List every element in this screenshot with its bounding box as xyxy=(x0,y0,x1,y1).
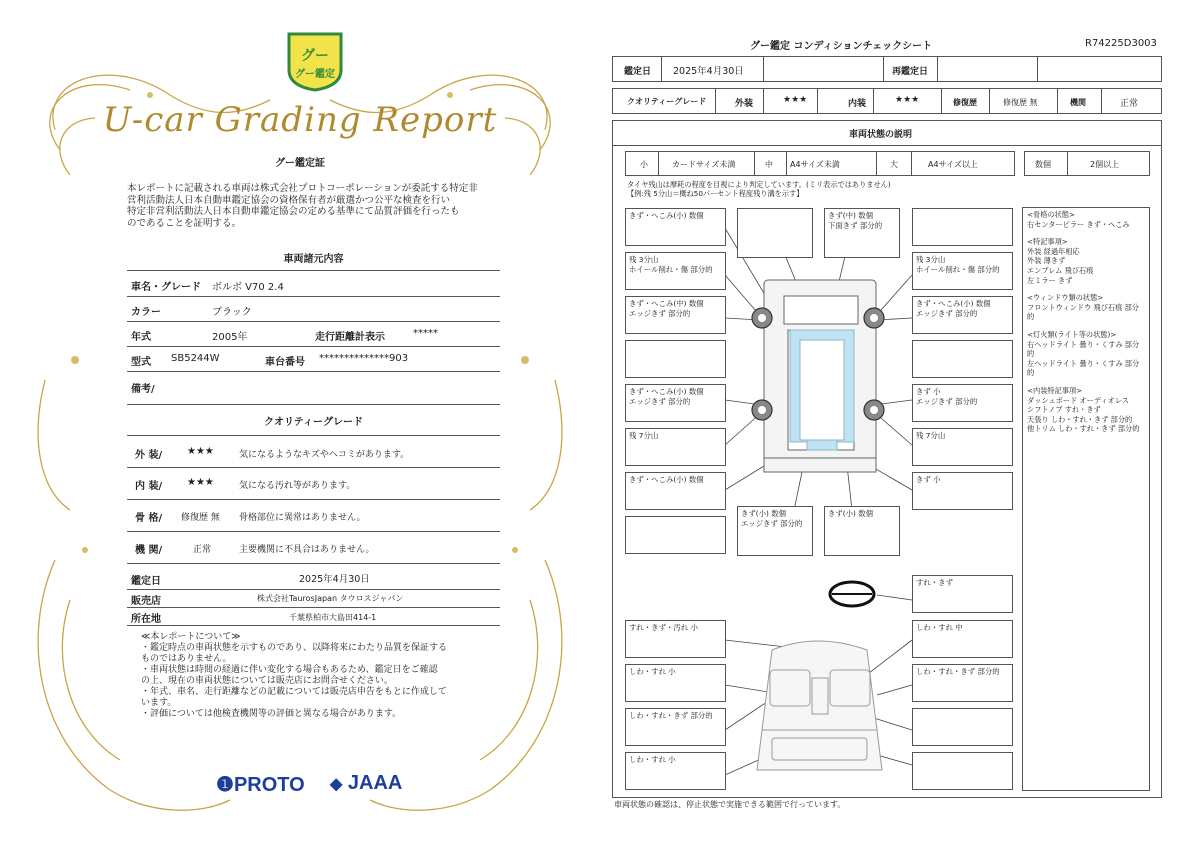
sheet-exterior-label: 外装 xyxy=(735,99,754,109)
sheet-quality-label: クオリティーグレード xyxy=(627,97,707,106)
color-value: ブラック xyxy=(212,307,252,318)
jaaa-logo: ◆ JAAA xyxy=(330,772,403,794)
damage-box-right-pillar xyxy=(912,340,1013,378)
damage-box-rear-left-lower xyxy=(625,516,726,554)
damage-box-rear-right: きず 小 xyxy=(912,472,1013,510)
damage-box-bumper-rear: きず(小) 数個 エッジきず 部分的 xyxy=(737,506,813,556)
vehicle-name-label: 車名・グレード xyxy=(131,282,201,293)
damage-box-left-pillar xyxy=(625,340,726,378)
sheet-repair-label: 修復歴 xyxy=(953,98,977,107)
grade-engine-comment: 主要機関に不具合はありません。 xyxy=(239,545,375,555)
quality-grade-title: クオリティーグレード xyxy=(264,417,363,428)
grade-exterior-comment: 気になるようなキズやヘコミがあります。 xyxy=(239,450,410,460)
sheet-date-value: 2025年4月30日 xyxy=(673,66,744,77)
model-label: 型式 xyxy=(131,357,151,368)
damage-box-rear-left: きず・へこみ(小) 数個 xyxy=(625,472,726,510)
size-small-desc: カードサイズ未満 xyxy=(672,160,736,169)
grade-interior-value: ★★★ xyxy=(187,477,214,488)
svg-text:グー: グー xyxy=(301,48,329,64)
grade-frame-label: 骨 格/ xyxy=(135,513,163,524)
certificate-intro: 本レポートに記載される車両は株式会社プロトコーポレーションが委託する特定非 営利活動法人日本自動車鑑定協会の資格保有者が厳選かつ公平な検査を行い 特定非営利活動法人日本自動車鑑定協会の定める基準にて品質評価を行ったも のであることを証明する。 xyxy=(127,183,478,229)
vehicle-name-value: ボルボ V70 2.4 xyxy=(212,282,284,293)
damage-box-front-lower: きず(中) 数個 下面きず 部分的 xyxy=(824,208,900,258)
sheet-footer-note: 車両状態の確認は、停止状態で実施できる範囲で行っています。 xyxy=(614,800,846,809)
size-large-desc: A4サイズ以上 xyxy=(928,160,978,169)
mileage-label: 走行距離計表示 xyxy=(315,332,385,343)
size-large: 大 xyxy=(890,160,898,169)
remarks-label: 備考/ xyxy=(131,384,155,395)
proto-logo: ❶PROTO xyxy=(216,774,305,796)
grade-interior-comment: 気になる汚れ等があります。 xyxy=(239,481,356,491)
damage-box-tire-front-left: 残 3分山 ホイール削れ・傷 部分的 xyxy=(625,252,726,290)
size-mid: 中 xyxy=(765,160,773,169)
sheet-interior-label: 内装 xyxy=(848,99,867,109)
color-label: カラー xyxy=(131,307,161,318)
sheet-engine-label: 機関 xyxy=(1070,98,1086,107)
damage-box-right-door-rear: きず 小 エッジきず 部分的 xyxy=(912,384,1013,422)
report-title: U-car Grading Report xyxy=(102,100,498,140)
interior-box-door-trim-left: しわ・すれ・きず 部分的 xyxy=(625,708,726,746)
appraisal-date-label: 鑑定日 xyxy=(131,576,161,587)
year-value: 2005年 xyxy=(212,332,248,343)
year-label: 年式 xyxy=(131,332,151,343)
damage-box-left-door-rear: きず・へこみ(小) 数個 エッジきず 部分的 xyxy=(625,384,726,422)
sheet-title: グー鑑定 コンディションチェックシート xyxy=(750,41,933,52)
spec-section-title: 車両諸元内容 xyxy=(283,254,344,265)
sheet-repair-value: 修復歴 無 xyxy=(1003,98,1038,107)
sheet-date-label: 鑑定日 xyxy=(624,67,652,77)
grade-frame-value: 修復歴 無 xyxy=(181,513,220,523)
steering-wheel-box: すれ・きず xyxy=(912,575,1013,613)
tire-note-1: タイヤ残山は摩耗の程度を目視により判定しています。(ミリ表示ではありません) xyxy=(627,180,891,189)
notes-title: ≪本レポートについて≫ xyxy=(141,632,241,642)
count-label: 数個 xyxy=(1035,160,1051,169)
reappraisal-label: 再鑑定日 xyxy=(892,67,929,77)
report-notes: ≪本レポートについて≫ ・鑑定時点の車両状態を示すものであり、以降将来にわたり品質を保証する ものではありません。 ・車両状態は時間の経過に伴い変化する場合もあるため、鑑定日をご確認 の上、現在の車両状態については販売店にお問合せください。 ・年式、車名、走行距離などの記載については販売店申告をもとに作成して います。 ・評価については他検査機関等の評価と異なる場合があります。 xyxy=(141,632,496,720)
grade-exterior-value: ★★★ xyxy=(187,446,214,457)
interior-box-rear-seat-right xyxy=(912,752,1013,790)
damage-box-rear-lower: きず(小) 数個 xyxy=(824,506,900,556)
damage-box-front-right xyxy=(912,208,1013,246)
sheet-engine-value: 正常 xyxy=(1120,99,1139,109)
location-label: 所在地 xyxy=(131,614,161,625)
interior-box-headliner: しわ・すれ 中 xyxy=(912,620,1013,658)
damage-box-tire-front-right: 残 3分山 ホイール削れ・傷 部分的 xyxy=(912,252,1013,290)
grade-frame-comment: 骨格部位に異常はありません。 xyxy=(239,513,366,523)
certificate-subtitle: グー鑑定証 xyxy=(275,158,325,169)
damage-box-bumper-front xyxy=(737,208,813,258)
location-value: 千葉県柏市大島田414-1 xyxy=(289,613,377,622)
grade-engine-value: 正常 xyxy=(193,545,212,555)
grade-exterior-label: 外 装/ xyxy=(135,450,163,461)
condition-summary-panel: <骨格の状態> 右センターピラー きず・へこみ <特記事項> 外装 経過年相応 外装 薄きず エンブレム 飛び石痕 左ミラー きず <ウィンドウ類の状態> フロントウィンドウ 飛び石痕 部分的 <灯火類(ライト等の状態)> 右ヘッドライト 曇り・くすみ 部分的 左ヘッドライト 曇り・くすみ 部分的 <内装特記事項> ダッシュボード オーディオレス シフトノブ すれ・きず 天張り しわ・すれ・きず 部分的 他トリム しわ・すれ・きず 部分的 xyxy=(1022,207,1150,791)
mileage-value: ***** xyxy=(413,328,438,339)
appraisal-date-value: 2025年4月30日 xyxy=(299,574,370,585)
size-mid-desc: A4サイズ未満 xyxy=(790,160,840,169)
tire-note-2: 【例:残 5分山＝概ね50パーセント程度残り溝を示す】 xyxy=(627,189,804,198)
damage-box-left-door-front: きず・へこみ(中) 数個 エッジきず 部分的 xyxy=(625,296,726,334)
count-desc: 2個以上 xyxy=(1090,160,1120,169)
damage-box-front-left: きず・へこみ(小) 数個 xyxy=(625,208,726,246)
grade-engine-label: 機 関/ xyxy=(135,545,163,556)
interior-box-front-seat-left: しわ・すれ 小 xyxy=(625,664,726,702)
sheet-exterior-value: ★★★ xyxy=(783,95,808,105)
interior-box-rear-seat-left: しわ・すれ 小 xyxy=(625,752,726,790)
report-id: R74225D3003 xyxy=(1085,38,1157,49)
chassis-label: 車台番号 xyxy=(265,357,305,368)
footer-logos xyxy=(216,770,416,800)
svg-text:グー鑑定: グー鑑定 xyxy=(295,69,335,80)
condition-title: 車両状態の説明 xyxy=(849,130,913,140)
interior-box-front-seat-right: しわ・すれ・きず 部分的 xyxy=(912,664,1013,702)
chassis-value: **************903 xyxy=(319,353,409,364)
model-value: SB5244W xyxy=(171,353,220,364)
goo-appraisal-badge-icon xyxy=(285,30,345,92)
sheet-interior-value: ★★★ xyxy=(895,95,920,105)
interior-box-dashboard: すれ・きず・汚れ 小 xyxy=(625,620,726,658)
dealer-value: 株式会社TaurosJapan タウロスジャパン xyxy=(257,594,404,603)
damage-box-tire-rear-right: 残 7分山 xyxy=(912,428,1013,466)
interior-box-door-trim-right xyxy=(912,708,1013,746)
grade-interior-label: 内 装/ xyxy=(135,481,163,492)
damage-box-tire-rear-left: 残 7分山 xyxy=(625,428,726,466)
size-small: 小 xyxy=(640,160,648,169)
dealer-label: 販売店 xyxy=(131,596,161,607)
damage-box-right-door-front: きず・へこみ(小) 数個 エッジきず 部分的 xyxy=(912,296,1013,334)
